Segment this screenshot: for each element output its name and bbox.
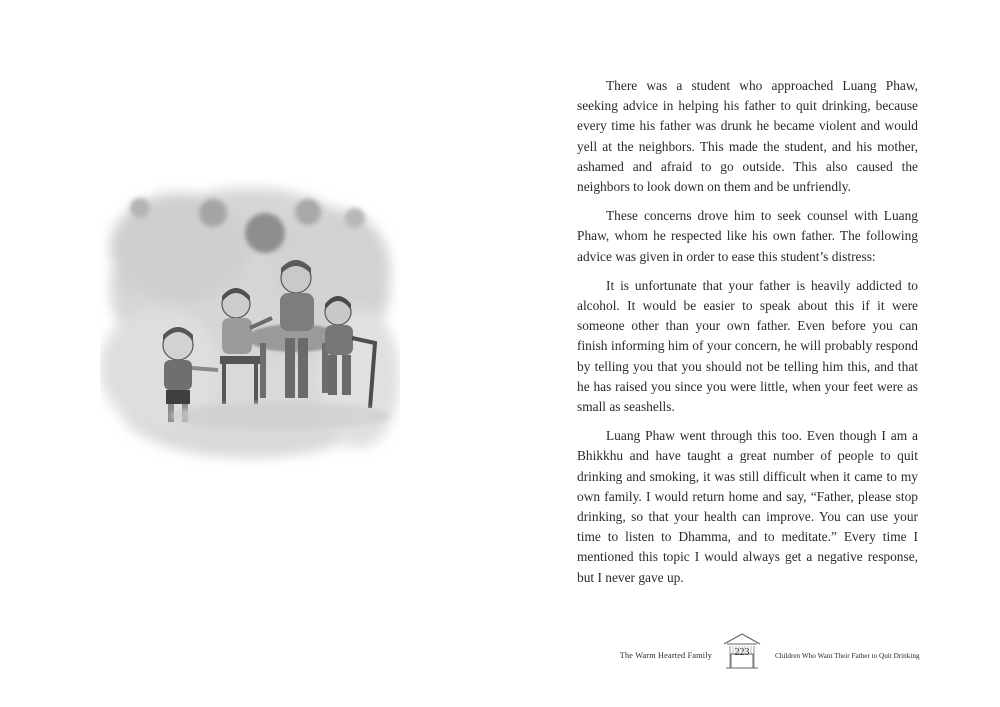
body-text xyxy=(577,76,918,597)
paragraph: There was a student who approached Luang Phaw, seeking advice in helping his father to quit drinking, because every time his father was drunk he became violent and would yell at the neighbors. This made the student, and his mother, ashamed and afraid to go outside. This also caused the neighbors to look down on them and be unfriendly. xyxy=(577,78,918,195)
paragraph: Luang Phaw went through this too. Even though I am a Bhikkhu and have taught a great number of people to quit drinking and smoking, it was still difficult when it came to my own family. I would return home and say, “Father, please stop drinking, so that your health can improve. You can use your time to listen to Dhamma, and to meditate.” Every time I mentioned this topic I would always get a negative response, but I never gave up. xyxy=(577,428,918,585)
book-title: The Warm Hearted Family xyxy=(619,651,712,660)
page-number: 223 xyxy=(734,647,750,658)
family-dinner-illustration xyxy=(100,178,400,473)
paragraph: These concerns drove him to seek counsel with Luang Phaw, whom he respected like his own father. The following advice was given in order to ease this student’s distress: xyxy=(577,208,918,264)
chapter-title: Children Who Want Their Father to Quit Drinking xyxy=(775,652,920,660)
paragraph: It is unfortunate that your father is heavily addicted to alcohol. It would be easier to speak about this if it were someone other than your own father. Even before you can finish informing him of your concern, he will probably respond by telling you that you should not be telling him this, and that he has raised you since you were little, when your feet were as small as seashells. xyxy=(577,277,918,415)
page-footer xyxy=(600,630,930,670)
